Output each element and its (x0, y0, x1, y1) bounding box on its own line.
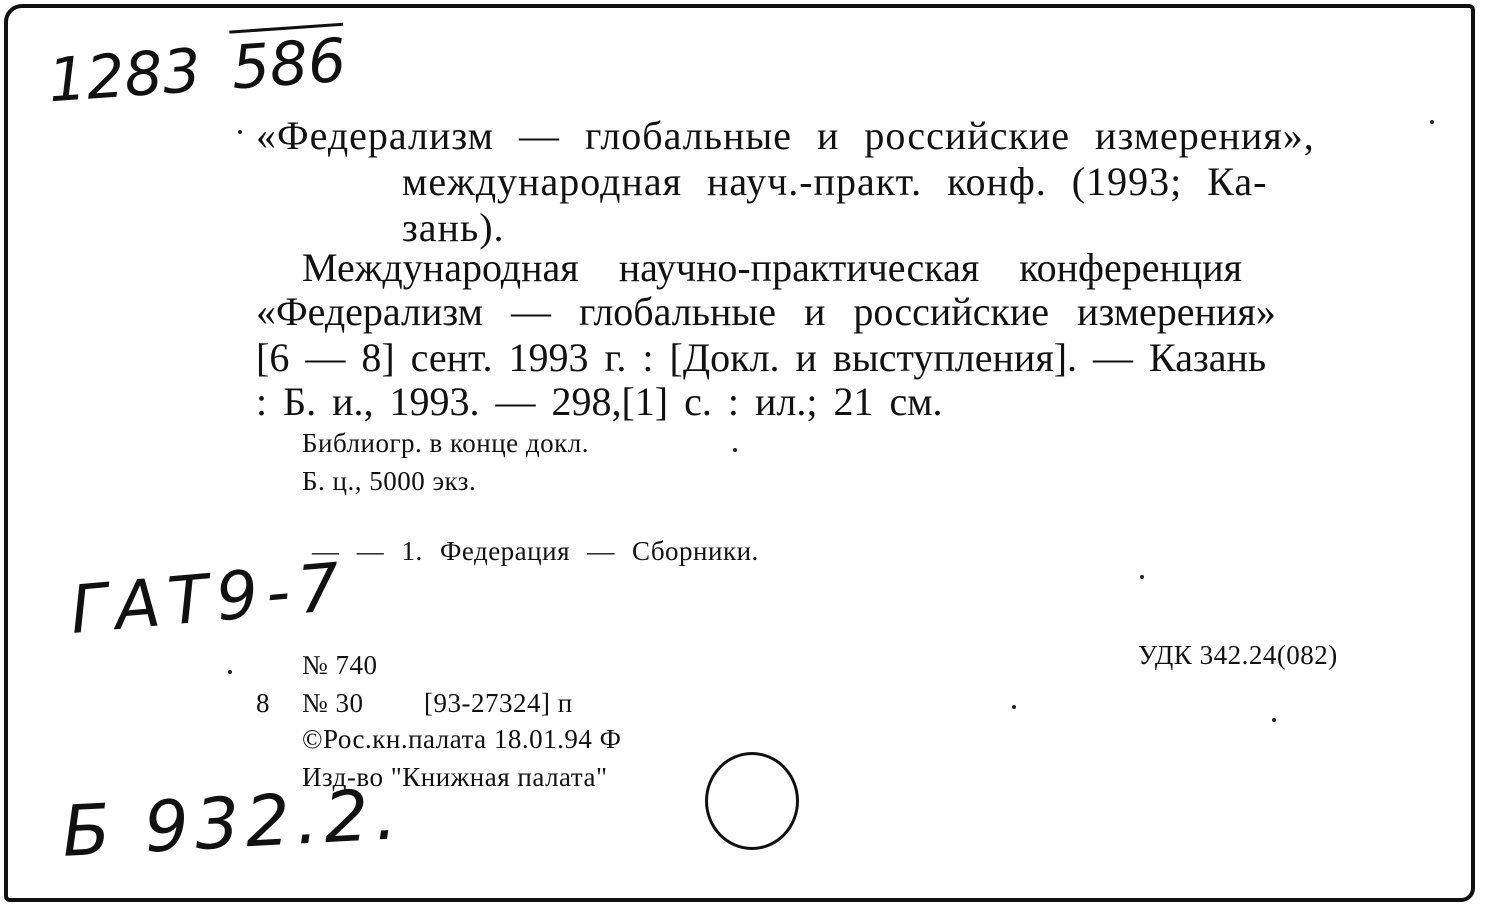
inventory-number-prefix: 1283 (45, 35, 204, 117)
handwritten-shelf-mark: ГАТ9-7 (67, 548, 351, 649)
speck (228, 670, 232, 674)
publisher-line: Изд-во "Книжная палата" (302, 762, 608, 792)
description-line-2: «Федерализм — глобальные и российские измерения» (256, 289, 1276, 334)
subject-heading: — — 1. Федерация — Сборники. (312, 536, 759, 566)
heading-line-1 (256, 112, 1386, 159)
registration-number: [93-27324] п (424, 688, 573, 718)
heading-line-2: международная науч.-практ. конф. (1993; Ка- (402, 159, 1268, 204)
description-line-4: : Б. и., 1993. — 298,[1] с. : ил.; 21 см. (256, 379, 943, 424)
heading-line-3: зань). (402, 205, 505, 250)
description-line-1: Международная научно-практическая конференция (302, 245, 1243, 290)
record-number: № 740 (302, 650, 378, 680)
inventory-number-overlined: 586 (229, 23, 348, 104)
heading-line-1-text: «Федерализм — глобальные и российские измерения», (256, 113, 1315, 158)
bibliography-note: Библиогр. в конце докл. (302, 428, 589, 458)
speck (1012, 705, 1016, 709)
speck (1272, 718, 1276, 722)
speck (1140, 575, 1144, 579)
description-line-3: [6 — 8] сент. 1993 г. : [Докл. и выступления]. — Казань (256, 335, 1267, 380)
stamp-circle (705, 752, 799, 850)
speck (1430, 120, 1434, 124)
record-number-2: № 30 (302, 688, 364, 718)
price-note: Б. ц., 5000 экз. (302, 466, 477, 496)
speck (733, 448, 737, 452)
speck (238, 130, 242, 134)
udc-code: УДК 342.24(082) (1138, 640, 1338, 670)
handwritten-bottom-mark: Б 932.2. (60, 773, 405, 873)
record-prefix-digit: 8 (256, 688, 270, 718)
copyright-line: ©Рос.кн.палата 18.01.94 Ф (302, 724, 622, 754)
